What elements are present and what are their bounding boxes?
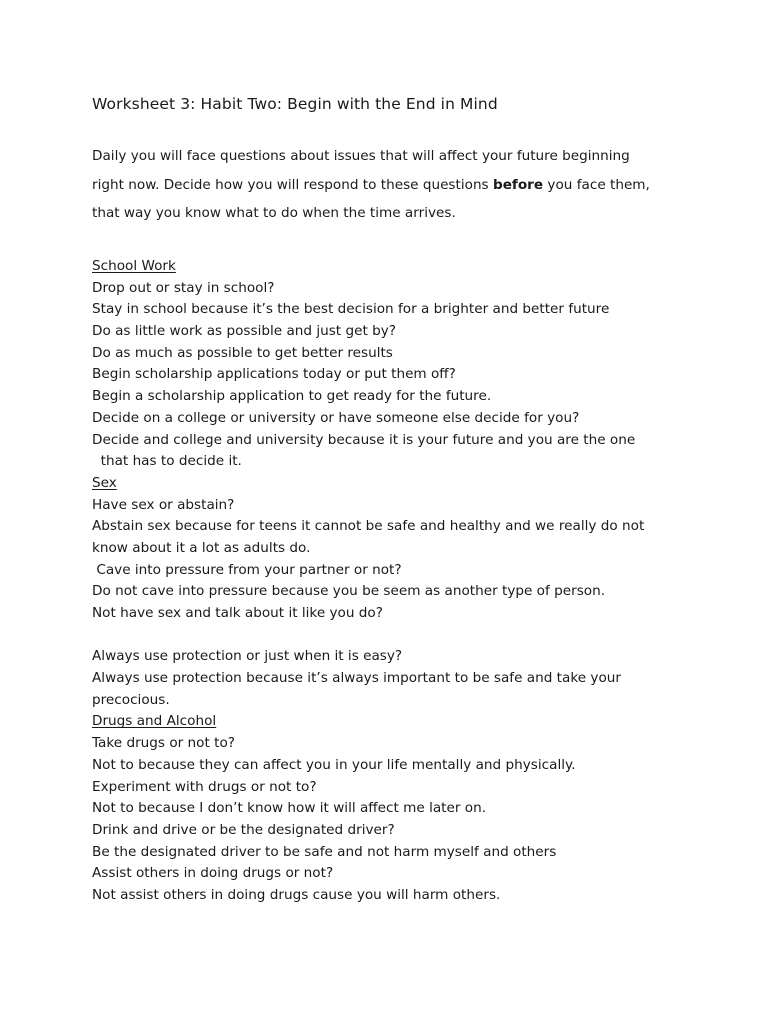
list-item: Begin scholarship applications today or put them off? [92, 366, 456, 383]
list-item: Do not cave into pressure because you be seem as another type of person. [92, 583, 606, 600]
worksheet-title: Worksheet 3: Habit Two: Begin with the End in Mind [92, 95, 498, 113]
list-item: Abstain sex because for teens it cannot be safe and healthy and we really do not [92, 518, 645, 535]
section-heading-sex: Sex [92, 474, 117, 491]
list-item: Do as little work as possible and just get by? [92, 323, 396, 340]
intro-text: right now. Decide how you will respond to these questions [92, 176, 493, 193]
intro-line: that way you know what to do when the time arrives. [92, 205, 456, 221]
section-heading-school-work: School Work [92, 258, 176, 274]
list-item: Drink and drive or be the designated driver? [92, 821, 395, 838]
blank-line [92, 625, 692, 647]
list-item: Always use protection because it’s always important to be safe and take your [92, 670, 621, 687]
list-item: Assist others in doing drugs or not? [92, 865, 334, 882]
list-item: Experiment with drugs or not to? [92, 778, 317, 795]
intro-line: Daily you will face questions about issues that will affect your future beginning [92, 148, 630, 164]
section-heading-drugs-and-alcohol: Drugs and Alcohol [92, 713, 217, 730]
list-item: Always use protection or just when it is easy? [92, 648, 403, 665]
intro-paragraph [92, 144, 692, 230]
list-item: Do as much as possible to get better results [92, 344, 393, 361]
list-item: Be the designated driver to be safe and not harm myself and others [92, 843, 557, 860]
list-item: Not assist others in doing drugs cause you will harm others. [92, 886, 501, 903]
list-item: Have sex or abstain? [92, 496, 235, 513]
list-item: Not to because they can affect you in your life mentally and physically. [92, 756, 576, 773]
list-item: Decide and college and university because it is your future and you are the one [92, 431, 636, 448]
intro-text: you face them, [543, 176, 650, 193]
list-item: Begin a scholarship application to get ready for the future. [92, 388, 492, 405]
list-item: Drop out or stay in school? [92, 279, 275, 296]
list-item: Decide on a college or university or have someone else decide for you? [92, 409, 580, 426]
list-item: precocious. [92, 691, 170, 708]
intro-line [92, 173, 692, 202]
list-item: Not have sex and talk about it like you do? [92, 605, 383, 621]
list-item: Cave into pressure from your partner or not? [92, 561, 402, 578]
list-item: know about it a lot as adults do. [92, 539, 311, 556]
list-item: that has to decide it. [92, 453, 242, 470]
list-item: Not to because I don’t know how it will affect me later on. [92, 800, 487, 817]
intro-bold-word: before [492, 176, 544, 193]
worksheet-body [92, 256, 692, 907]
list-item: Take drugs or not to? [92, 735, 235, 752]
list-item: Stay in school because it’s the best decision for a brighter and better future [92, 301, 610, 318]
